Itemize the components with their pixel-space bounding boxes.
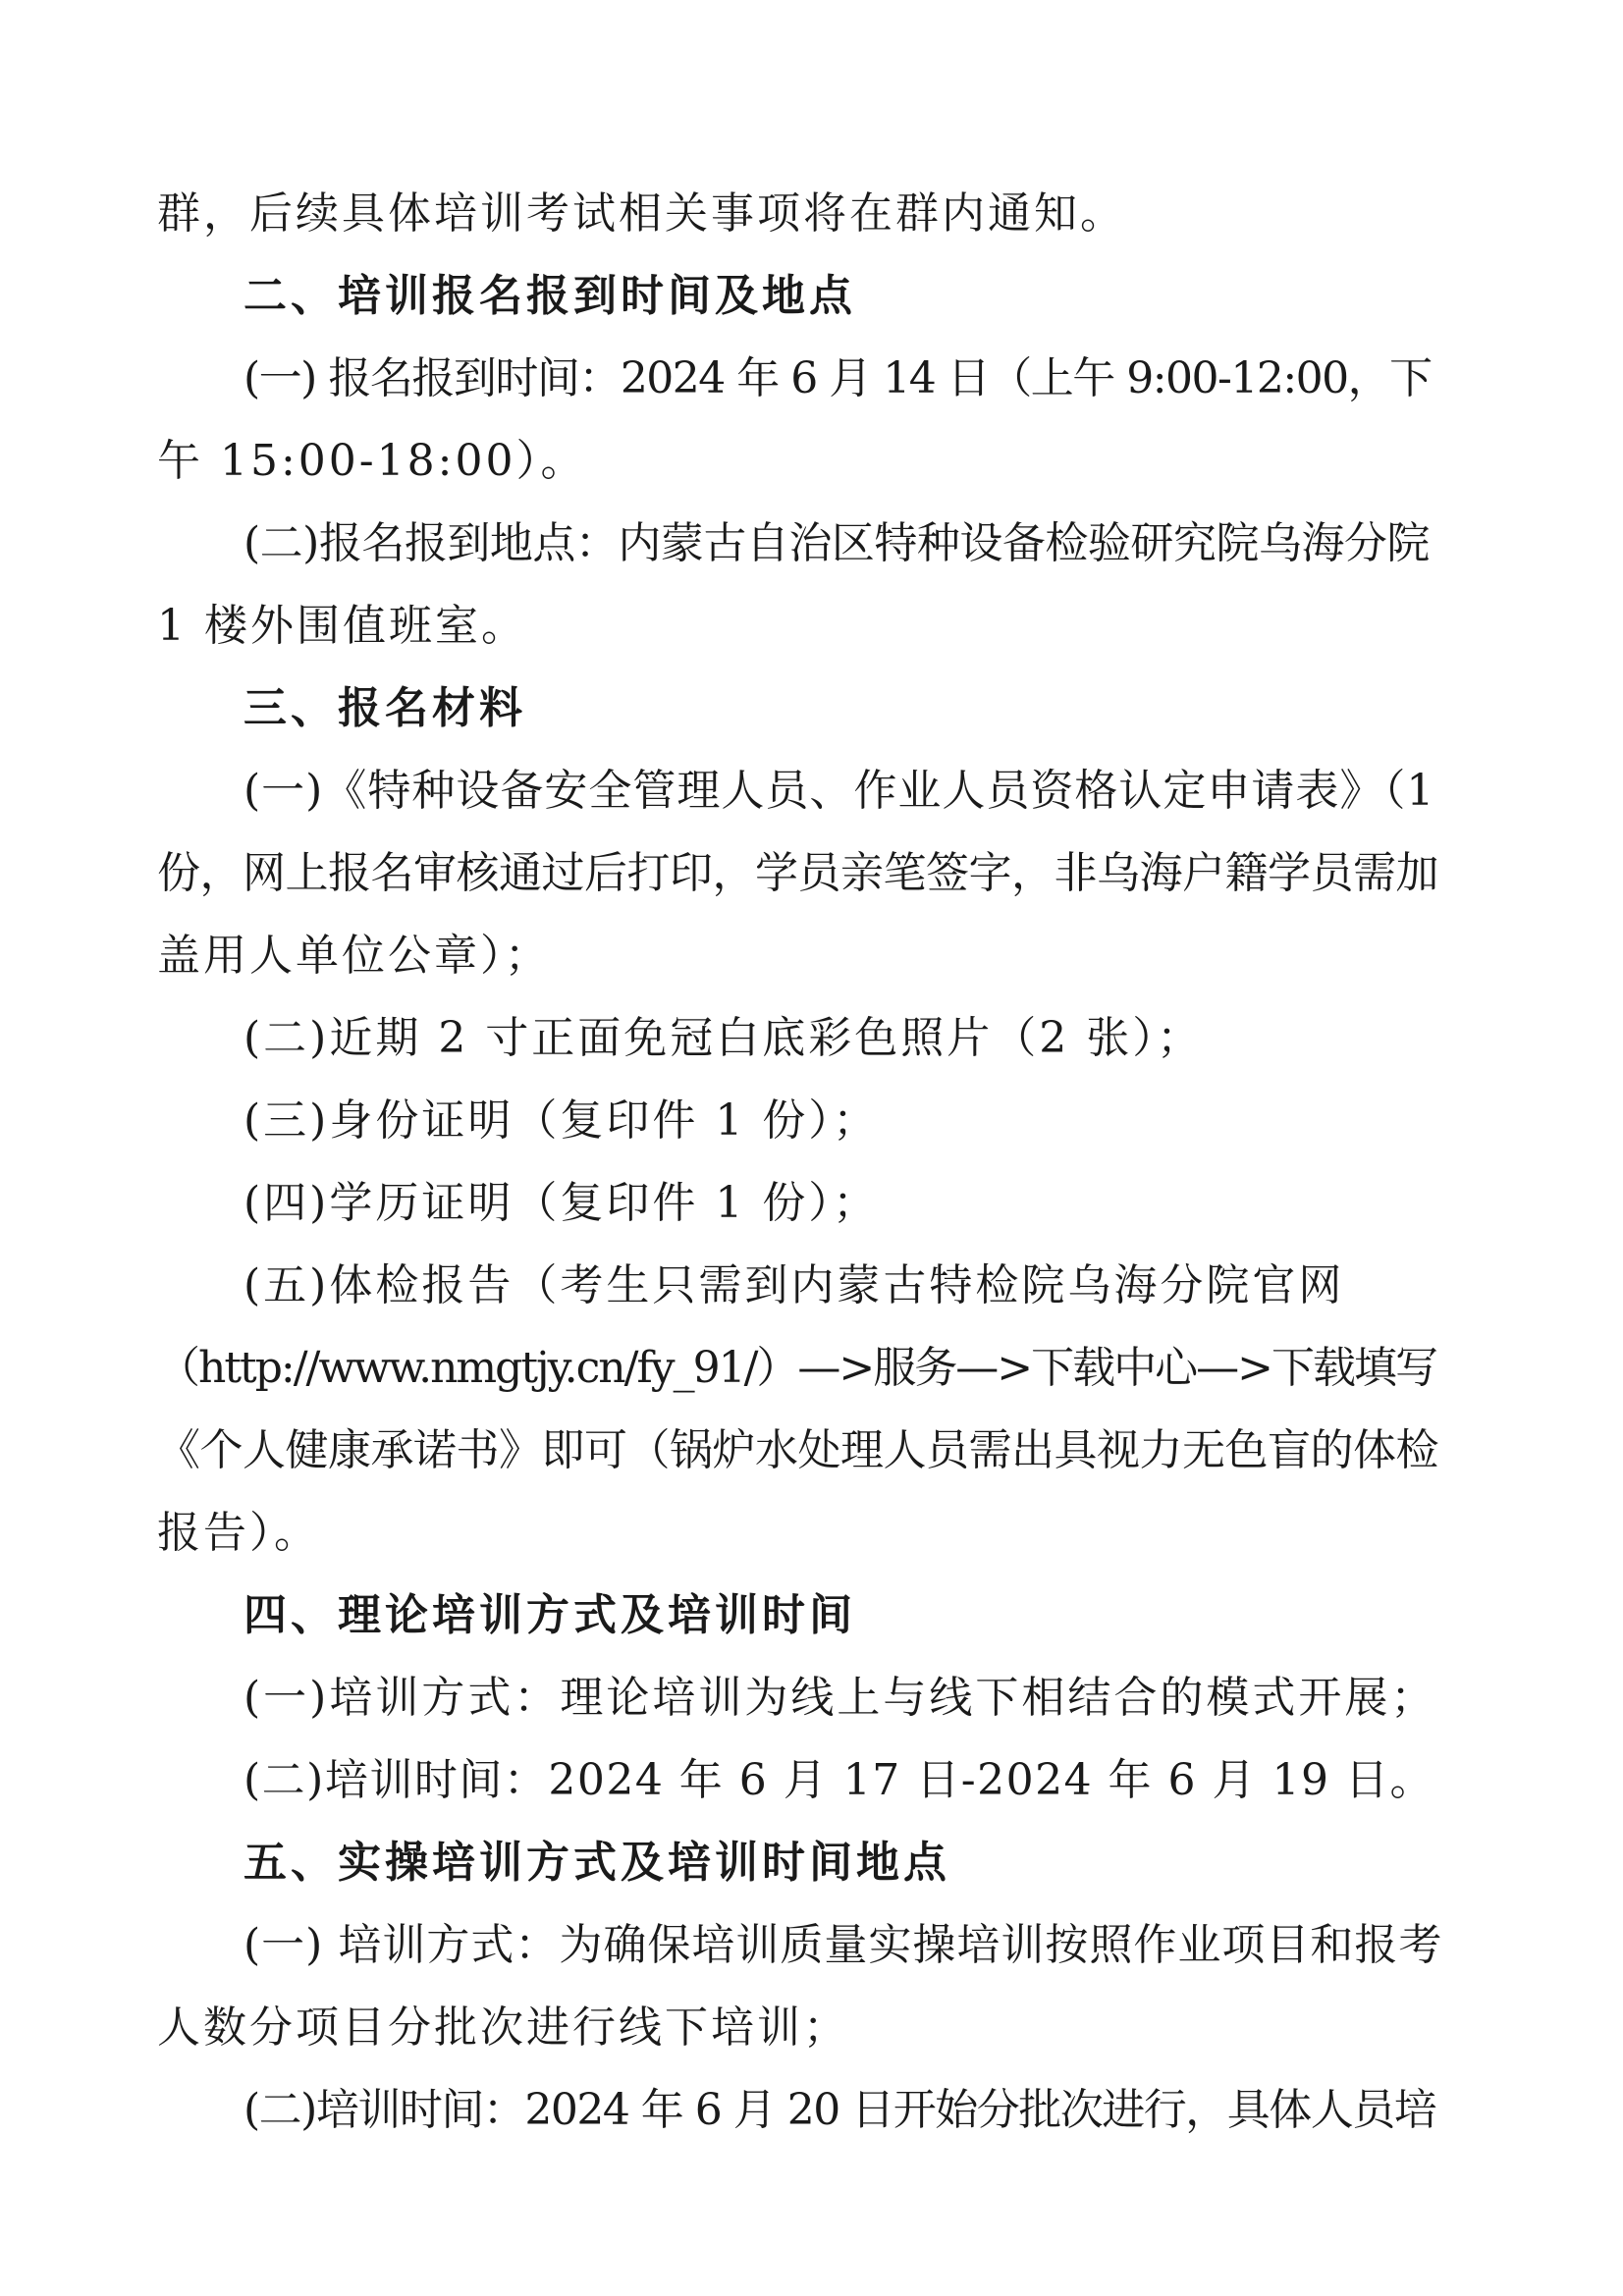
- theory-method: (一)培训方式：理论培训为线上与线下相结合的模式开展；: [243, 1673, 1437, 1723]
- material-item-1-cont: 份，网上报名审核通过后打印，学员亲笔签字，非乌海户籍学员需加: [157, 848, 1438, 898]
- section-heading-2: 二、培训报名报到时间及地点: [243, 271, 856, 321]
- registration-place: (二)报名报到地点：内蒙古自治区特种设备检验研究院乌海分院: [243, 518, 1430, 568]
- material-item-5: (五)体检报告（考生只需到内蒙古特检院乌海分院官网: [243, 1260, 1345, 1310]
- theory-time: (二)培训时间：2024 年 6 月 17 日-2024 年 6 月 19 日。: [243, 1755, 1434, 1805]
- material-item-5-cont: 《个人健康承诺书》即可（锅炉水处理人员需出具视力无色盲的体检: [157, 1425, 1438, 1475]
- practical-method: (一) 培训方式：为确保培训质量实操培训按照作业项目和报考: [243, 1920, 1443, 1970]
- material-item-2: (二)近期 2 寸正面免冠白底彩色照片（2 张）；: [243, 1013, 1204, 1063]
- registration-time-cont: 午 15:00-18:00）。: [157, 436, 587, 486]
- material-item-1: (一)《特种设备安全管理人员、作业人员资格认定申请表》（1: [243, 766, 1435, 816]
- practical-method-cont: 人数分项目分批次进行线下培训；: [157, 2002, 849, 2053]
- material-item-1-cont2: 盖用人单位公章）；: [157, 931, 551, 981]
- material-item-4: (四)学历证明（复印件 1 份）；: [243, 1178, 880, 1228]
- paragraph-continuation: 群，后续具体培训考试相关事项将在群内通知。: [157, 188, 1126, 239]
- registration-time: (一) 报名报到时间：2024 年 6 月 14 日（上午 9:00-12:00，下: [243, 353, 1432, 403]
- material-item-5-cont2: 报告）。: [157, 1508, 320, 1558]
- material-item-3: (三)身份证明（复印件 1 份）；: [243, 1095, 880, 1146]
- practical-time: (二)培训时间：2024 年 6 月 20 日开始分批次进行，具体人员培: [243, 2085, 1436, 2135]
- registration-place-cont: 1 楼外围值班室。: [157, 601, 527, 651]
- material-item-5-url: （http://www.nmgtjy.cn/fy_91/）—>服务—>下载中心—>下载填写: [157, 1343, 1437, 1393]
- section-heading-3: 三、报名材料: [243, 683, 526, 733]
- section-heading-5: 五、实操培训方式及培训时间地点: [243, 1838, 950, 1888]
- section-heading-4: 四、理论培训方式及培训时间: [243, 1590, 856, 1640]
